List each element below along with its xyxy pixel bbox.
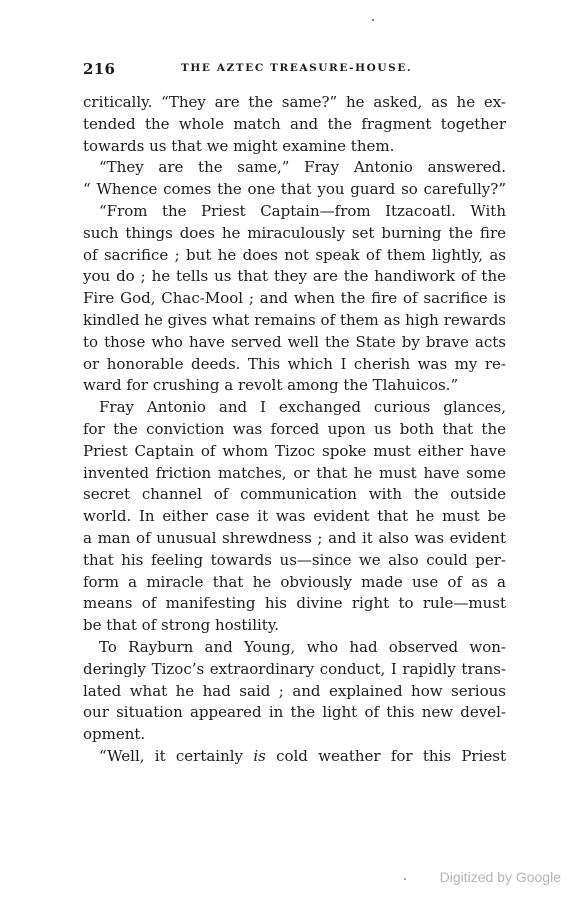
text-line: To Rayburn and Young, who had observed won-	[99, 637, 506, 656]
watermark: Digitized by Google	[439, 869, 561, 885]
text-line: to those who have served well the State by brave acts	[83, 332, 506, 351]
emphasis: is	[253, 746, 266, 765]
body-text	[83, 92, 506, 768]
text-line: “Well, it certainly is cold weather for this Priest	[99, 746, 506, 765]
text-line: world. In either case it was evident that he must be	[83, 507, 506, 526]
text-line: Priest Captain of whom Tizoc spoke must either have	[83, 441, 506, 460]
text-line: opment.	[83, 725, 146, 744]
text-line: Fire God, Chac-Mool ; and when the fire of sacrifice is	[83, 289, 506, 308]
scan-speck	[372, 19, 374, 21]
text-line: tended the whole match and the fragment together	[83, 114, 506, 133]
text-line: deringly Tizoc’s extraordinary conduct, I rapidly trans-	[83, 659, 506, 678]
running-title: THE AZTEC TREASURE-HOUSE.	[181, 62, 413, 74]
text-line: Fray Antonio and I exchanged curious glances,	[99, 398, 506, 417]
text-line: secret channel of communication with the outside	[83, 485, 506, 504]
text-line: that his feeling towards us—since we also could per-	[83, 550, 506, 569]
text-line: such things does he miraculously set burning the fire	[83, 223, 506, 242]
scan-speck	[404, 878, 406, 880]
text-line: means of manifesting his divine right to rule—must	[83, 594, 506, 613]
book-page	[83, 60, 506, 768]
text-line: of sacrifice ; but he does not speak of them lightly, as	[83, 245, 506, 264]
text-line: or honorable deeds. This which I cherish was my re-	[83, 354, 506, 373]
text-line: “They are the same,” Fray Antonio answered.	[99, 158, 506, 177]
text-line: lated what he had said ; and explained how serious	[83, 681, 506, 700]
page-number: 216	[83, 60, 116, 78]
text-line: kindled he gives what remains of them as high rewards	[83, 310, 506, 329]
text-line: a man of unusual shrewdness ; and it also was evident	[83, 528, 506, 547]
text-line: towards us that we might examine them.	[83, 136, 395, 155]
text-line: “From the Priest Captain—from Itzacoatl. With	[99, 201, 506, 220]
text-line: ward for crushing a revolt among the Tlahuicos.”	[83, 376, 459, 395]
text-line: for the conviction was forced upon us both that the	[83, 419, 506, 438]
text-line: critically. “They are the same?” he asked, as he ex-	[83, 93, 506, 111]
text-line: you do ; he tells us that they are the handiwork of the	[83, 267, 506, 286]
text-line: our situation appeared in the light of this new devel-	[83, 703, 506, 722]
text-line: form a miracle that he obviously made use of as a	[83, 572, 506, 591]
text-line: be that of strong hostility.	[83, 616, 280, 635]
text-line: invented friction matches, or that he must have some	[83, 463, 506, 482]
text-line: “ Whence comes the one that you guard so carefully?”	[83, 180, 506, 199]
page-header	[83, 60, 506, 82]
